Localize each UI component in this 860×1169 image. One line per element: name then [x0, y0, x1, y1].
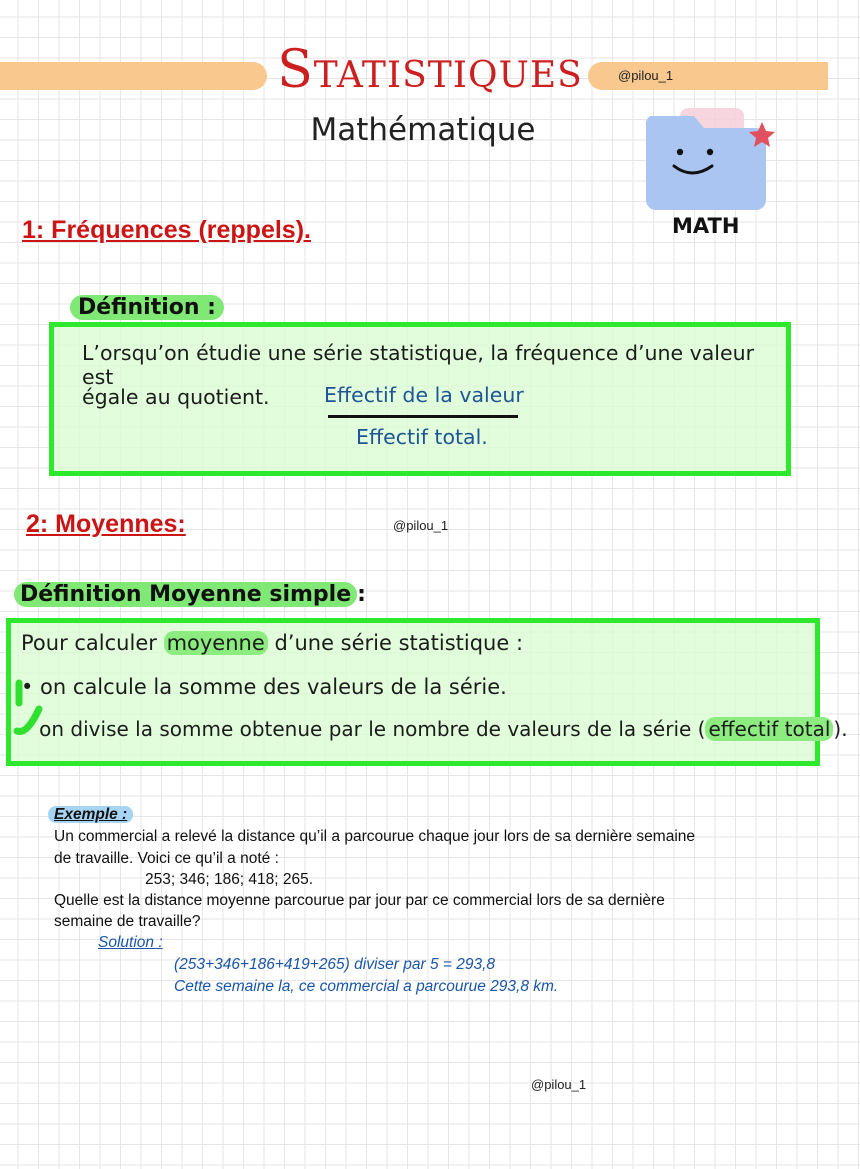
example-values: 253; 346; 186; 418; 265. — [145, 871, 314, 888]
example-line3: Quelle est la distance moyenne parcourue par jour par ce commercial lors de sa dernière — [54, 892, 665, 909]
section-heading-moyennes: 2: Moyennes: — [26, 510, 186, 538]
header-handle: @pilou_1 — [618, 68, 674, 83]
section2-handle: @pilou_1 — [393, 518, 449, 533]
definition-2-bullet1: • on calcule la somme des valeurs de la série. — [21, 675, 507, 699]
definition-label-2 — [14, 582, 366, 607]
fraction-bar — [328, 415, 518, 418]
definition-box-2 — [6, 618, 848, 766]
sticker-label: MATH — [672, 214, 740, 238]
fraction-denominator: Effectif total. — [356, 425, 488, 449]
example-line4: semaine de travaille? — [54, 913, 201, 930]
definition-label-2-colon: : — [357, 582, 366, 607]
example-label — [48, 804, 133, 824]
math-folder-sticker — [632, 104, 792, 244]
definition-2-line3-post: ). — [833, 717, 848, 741]
definition-2-line1-post: d’une série statistique : — [274, 631, 524, 655]
solution-line2: Cette semaine la, ce commercial a parcourue 293,8 km. — [174, 978, 559, 995]
checkmark-icon — [13, 679, 53, 739]
solution-label: Solution : — [98, 934, 163, 951]
footer-handle: @pilou_1 — [531, 1077, 587, 1092]
section-heading-frequences: 1: Fréquences (reppels). — [22, 216, 311, 244]
definition-2-line1-pre: Pour calculer — [21, 631, 157, 655]
definition-2-bullet2 — [21, 717, 848, 741]
highlight-moyenne: moyenne — [164, 631, 268, 655]
page-title: Statistiques — [277, 40, 583, 100]
solution-line1: (253+346+186+419+265) diviser par 5 = 293,8 — [174, 956, 496, 973]
example-line2: de travaille. Voici ce qu’il a noté : — [54, 850, 279, 867]
definition-2-line1 — [21, 631, 523, 655]
definition-1-line2: égale au quotient. — [82, 385, 270, 409]
definition-label-1 — [70, 295, 224, 320]
page-subtitle: Mathématique — [310, 112, 536, 148]
definition-1-line1: L’orsqu’on étudie une série statistique, la fréquence d’une valeur est — [82, 341, 755, 389]
definition-label-1-text: Définition : — [70, 295, 224, 320]
definition-label-2-highlight: Définition Moyenne simple — [14, 582, 357, 607]
definition-2-line3-pre: • on divise la somme obtenue par le nombre de valeurs de la série ( — [21, 717, 706, 741]
definition-box-1 — [49, 322, 791, 476]
example-line1: Un commercial a relevé la distance qu’il a parcourue chaque jour lors de sa dernière semaine — [54, 828, 696, 845]
highlight-effectif-total: effectif total — [705, 717, 833, 741]
example-label-text: Exemple : — [48, 806, 133, 823]
fraction-numerator: Effectif de la valeur — [324, 383, 524, 407]
